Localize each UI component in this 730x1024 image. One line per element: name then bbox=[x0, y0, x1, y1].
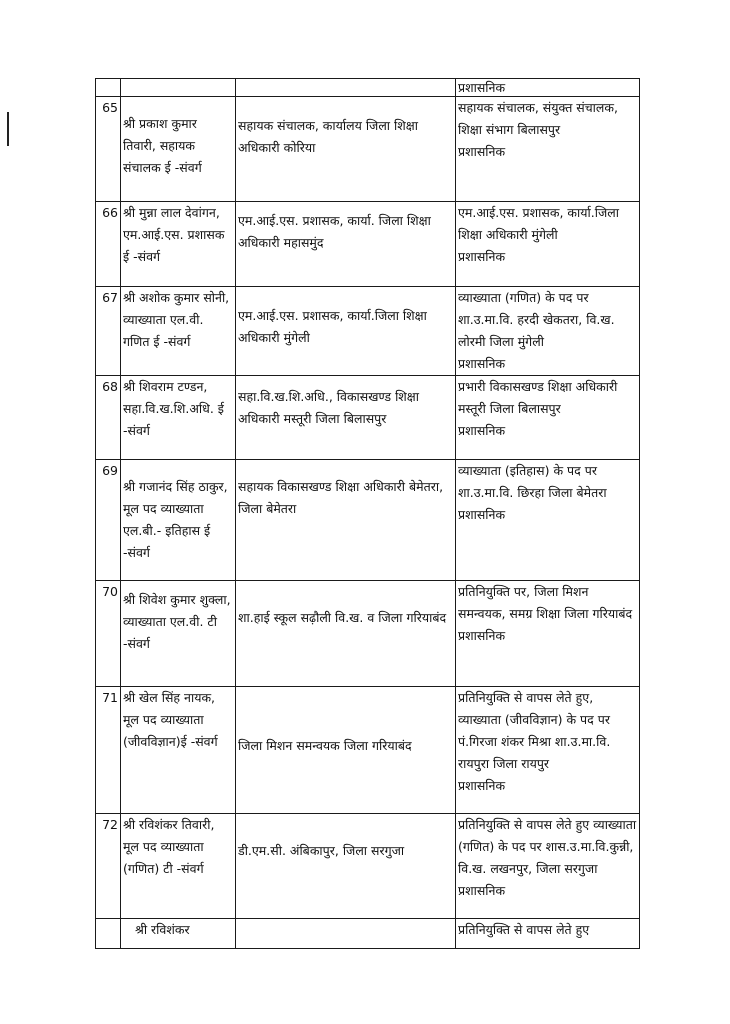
new-posting-text: प्रभारी विकासखण्ड शिक्षा अधिकारी मस्तूरी जिला बिलासपुर bbox=[458, 379, 618, 416]
current-posting bbox=[236, 581, 456, 687]
to-type: प्रशासनिक bbox=[458, 80, 506, 95]
serial-cell bbox=[96, 919, 121, 949]
current-posting bbox=[236, 376, 456, 460]
current-posting-text: सहा.वि.ख.शि.अधि., विकासखण्ड शिक्षा अधिकारी मस्तूरी जिला बिलासपुर bbox=[238, 389, 420, 426]
transfer-type: प्रशासनिक bbox=[458, 423, 506, 438]
employee-name: श्री मुन्ना लाल देवांगन, एम.आई.एस. प्रशासक ई -संवर्ग bbox=[121, 202, 236, 287]
current-posting bbox=[236, 460, 456, 581]
current-posting bbox=[236, 287, 456, 376]
margin-mark bbox=[7, 112, 9, 146]
new-posting-text: व्याख्याता (गणित) के पद पर शा.उ.मा.वि. हरदी खेकतरा, वि.ख. लोरमी जिला मुंगेली bbox=[458, 290, 615, 349]
new-posting bbox=[456, 460, 640, 581]
table-row bbox=[96, 581, 640, 687]
new-posting-text: व्याख्याता (इतिहास) के पद पर शा.उ.मा.वि. छिरहा जिला बेमेतरा bbox=[458, 463, 607, 500]
new-posting-text: प्रतिनियुक्ति पर, जिला मिशन समन्वयक, समग्र शिक्षा जिला गरियाबंद bbox=[458, 584, 633, 621]
new-posting bbox=[456, 287, 640, 376]
table-row bbox=[96, 376, 640, 460]
to-cell bbox=[456, 79, 640, 97]
serial-number: 70 bbox=[96, 581, 121, 687]
transfer-type: प्रशासनिक bbox=[458, 507, 506, 522]
table-row bbox=[96, 460, 640, 581]
serial-number: 65 bbox=[96, 97, 121, 202]
from-cell bbox=[236, 79, 456, 97]
current-posting-text: एम.आई.एस. प्रशासक, कार्या.जिला शिक्षा अधिकारी मुंगेली bbox=[238, 308, 427, 345]
current-posting bbox=[236, 687, 456, 814]
current-posting-text: डी.एम.सी. अंबिकापुर, जिला सरगुजा bbox=[238, 843, 405, 858]
employee-name: श्री शिवराम टण्डन, सहा.वि.ख.शि.अधि. ई -संवर्ग bbox=[121, 376, 236, 460]
new-posting-text: सहायक संचालक, संयुक्त संचालक, शिक्षा संभाग बिलासपुर bbox=[458, 100, 618, 137]
new-posting bbox=[456, 202, 640, 287]
new-posting bbox=[456, 581, 640, 687]
employee-name: श्री अशोक कुमार सोनी, व्याख्याता एल.वी. गणित ई -संवर्ग bbox=[121, 287, 236, 376]
transfer-type: प्रशासनिक bbox=[458, 356, 506, 371]
current-posting-text: जिला मिशन समन्वयक जिला गरियाबंद bbox=[238, 738, 412, 753]
current-posting-text: एम.आई.एस. प्रशासक, कार्या. जिला शिक्षा अधिकारी महासमुंद bbox=[238, 213, 431, 250]
serial-number: 66 bbox=[96, 202, 121, 287]
serial-number: 67 bbox=[96, 287, 121, 376]
employee-name: श्री गजानंद सिंह ठाकुर, मूल पद व्याख्याता एल.बी.- इतिहास ई -संवर्ग bbox=[121, 460, 236, 581]
employee-name: श्री शिवेश कुमार शुक्ला, व्याख्याता एल.वी. टी -संवर्ग bbox=[121, 581, 236, 687]
employee-name: श्री रविशंकर तिवारी, मूल पद व्याख्याता (गणित) टी -संवर्ग bbox=[121, 814, 236, 919]
current-posting-text: सहायक संचालक, कार्यालय जिला शिक्षा अधिकारी कोरिया bbox=[238, 118, 418, 155]
table-row bbox=[96, 814, 640, 919]
employee-name: श्री खेल सिंह नायक, मूल पद व्याख्याता (जीवविज्ञान)ई -संवर्ग bbox=[121, 687, 236, 814]
serial-number: 68 bbox=[96, 376, 121, 460]
serial-number: 71 bbox=[96, 687, 121, 814]
current-posting bbox=[236, 814, 456, 919]
transfer-type: प्रशासनिक bbox=[458, 628, 506, 643]
new-posting bbox=[456, 814, 640, 919]
transfer-type: प्रशासनिक bbox=[458, 249, 506, 264]
new-posting-text: प्रतिनियुक्ति से वापस लेते हुए व्याख्याता (गणित) के पद पर शास.उ.मा.वि.कुन्नी, वि.ख. लखनपुर, जिला सरगुजा bbox=[458, 817, 637, 876]
current-posting bbox=[236, 202, 456, 287]
new-posting-text: प्रतिनियुक्ति से वापस लेते हुए, व्याख्याता (जीवविज्ञान) के पद पर पं.गिरजा शंकर मिश्रा शा.उ.मा.वि. रायपुरा जिला रायपुर bbox=[458, 690, 611, 771]
from-cell bbox=[236, 919, 456, 949]
serial-number: 69 bbox=[96, 460, 121, 581]
table-row bbox=[96, 79, 640, 97]
transfer-type: प्रशासनिक bbox=[458, 883, 506, 898]
transfer-order-table bbox=[95, 78, 640, 949]
employee-name: श्री रविशंकर bbox=[121, 919, 236, 949]
current-posting bbox=[236, 97, 456, 202]
table-row bbox=[96, 919, 640, 949]
table-row bbox=[96, 687, 640, 814]
transfer-type: प्रशासनिक bbox=[458, 778, 506, 793]
current-posting-text: सहायक विकासखण्ड शिक्षा अधिकारी बेमेतरा, जिला बेमेतरा bbox=[238, 479, 444, 516]
table-row bbox=[96, 202, 640, 287]
new-posting-text: प्रतिनियुक्ति से वापस लेते हुए bbox=[458, 922, 590, 937]
new-posting bbox=[456, 97, 640, 202]
table-row bbox=[96, 97, 640, 202]
current-posting-text: शा.हाई स्कूल सढ़ौली वि.ख. व जिला गरियाबंद bbox=[238, 610, 447, 625]
new-posting bbox=[456, 376, 640, 460]
table-row bbox=[96, 287, 640, 376]
serial-cell bbox=[96, 79, 121, 97]
employee-name: श्री प्रकाश कुमार तिवारी, सहायक संचालक ई -संवर्ग bbox=[121, 97, 236, 202]
name-cell bbox=[121, 79, 236, 97]
new-posting bbox=[456, 919, 640, 949]
new-posting-text: एम.आई.एस. प्रशासक, कार्या.जिला शिक्षा अधिकारी मुंगेली bbox=[458, 205, 619, 242]
new-posting bbox=[456, 687, 640, 814]
serial-number: 72 bbox=[96, 814, 121, 919]
transfer-type: प्रशासनिक bbox=[458, 144, 506, 159]
